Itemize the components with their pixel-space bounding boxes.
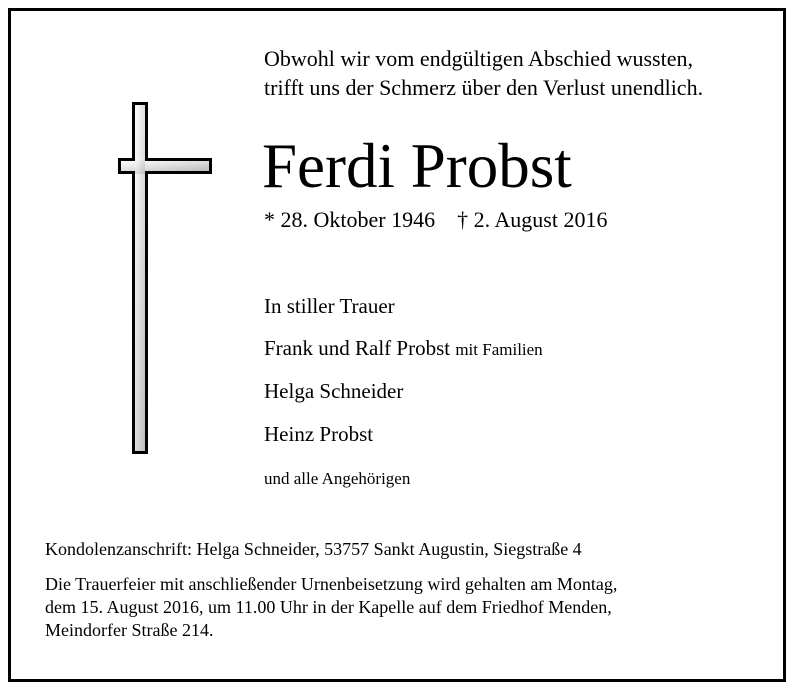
mourner-closing: und alle Angehörigen bbox=[264, 469, 411, 488]
mourner-3: Heinz Probst bbox=[264, 422, 374, 446]
ceremony-info bbox=[45, 573, 617, 642]
mourner-2: Helga Schneider bbox=[264, 379, 404, 403]
ceremony-line-3: Meindorfer Straße 214. bbox=[45, 620, 214, 640]
quote-line-1: Obwohl wir vom endgültigen Abschied wussten, bbox=[264, 46, 693, 71]
mourner-family-1-suffix: mit Familien bbox=[455, 340, 543, 359]
mourning-intro: In stiller Trauer bbox=[264, 294, 395, 318]
ceremony-line-1: Die Trauerfeier mit anschließender Urnenbeisetzung wird gehalten am Montag, bbox=[45, 574, 618, 594]
quote-line-2: trifft uns der Schmerz über den Verlust unendlich. bbox=[264, 75, 704, 100]
deceased-name: Ferdi Probst bbox=[262, 131, 572, 201]
quote bbox=[264, 44, 703, 102]
mourner-family-1-name: Frank und Ralf Probst bbox=[264, 336, 451, 360]
life-dates: * 28. Oktober 1946 † 2. August 2016 bbox=[264, 207, 608, 232]
mourner-family-1 bbox=[264, 334, 543, 364]
condolence-address: Kondolenzanschrift: Helga Schneider, 53757 Sankt Augustin, Siegstraße 4 bbox=[45, 539, 582, 559]
ceremony-line-2: dem 15. August 2016, um 11.00 Uhr in der Kapelle auf dem Friedhof Menden, bbox=[45, 597, 612, 617]
christian-cross-icon bbox=[118, 102, 212, 454]
